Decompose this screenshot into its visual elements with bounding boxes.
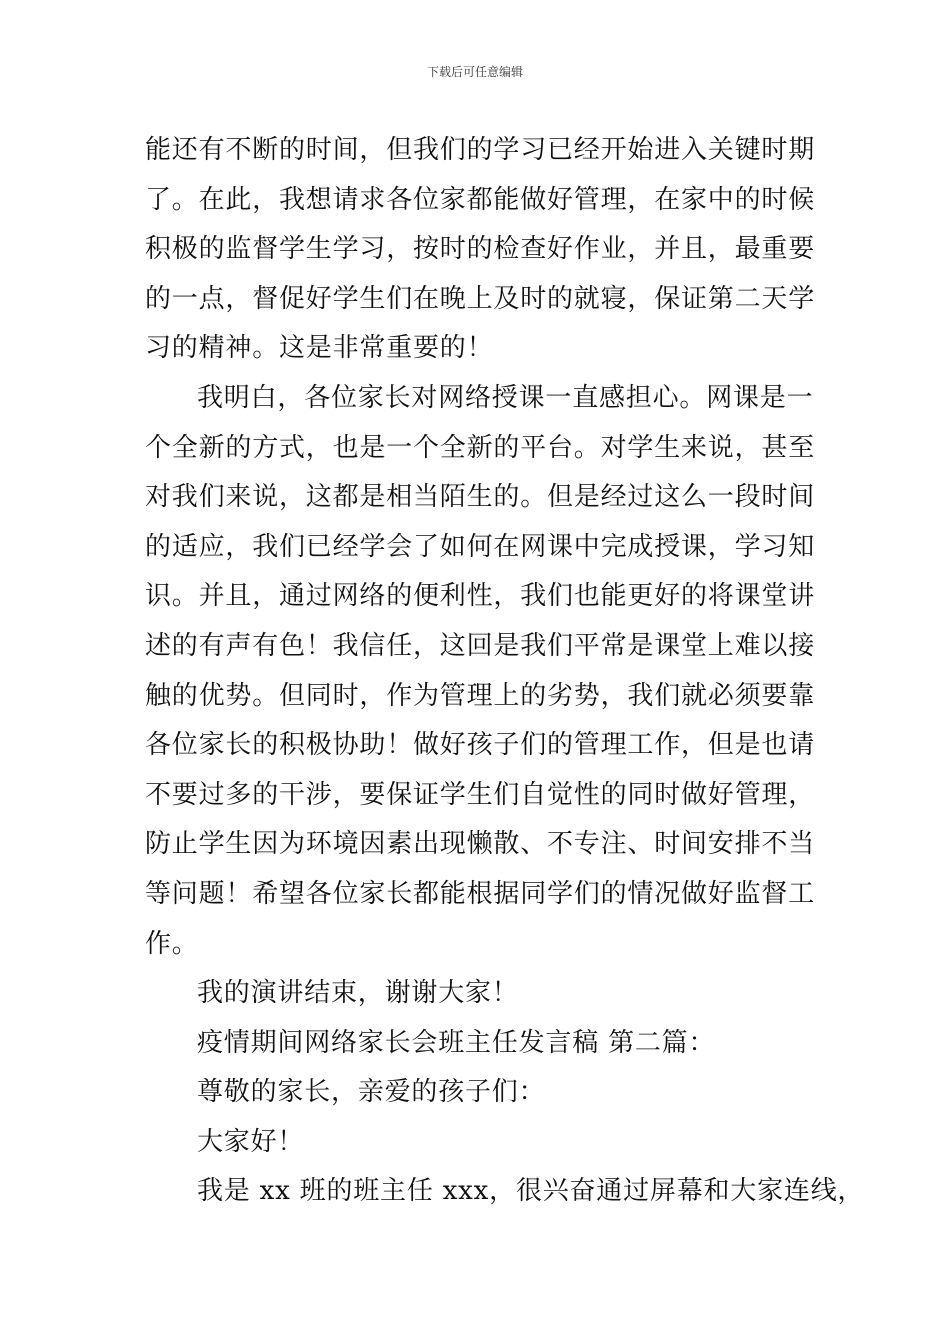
text-line: 等问题！希望各位家长都能根据同学们的情况做好监督工: [145, 878, 816, 909]
text-line: 个全新的方式，也是一个全新的平台。对学生来说，甚至: [145, 432, 816, 463]
text-line: 积极的监督学生学习，按时的检查好作业，并且，最重要: [145, 234, 816, 265]
page-header: 下载后可任意编辑: [426, 65, 523, 79]
text-line: 不要过多的干涉，要保证学生们自觉性的同时做好管理，: [145, 779, 816, 810]
greeting-line: 大家好！: [197, 1126, 305, 1157]
text-line: 作。: [145, 928, 199, 959]
document-body: [145, 126, 865, 1217]
paragraph-start-line: 我是 xx 班的班主任 xxx，很兴奋通过屏幕和大家连线，: [197, 1176, 865, 1207]
text-line: 习的精神。这是非常重要的！: [145, 333, 494, 364]
text-line: 了。在此，我想请求各位家都能做好管理，在家中的时候: [145, 184, 816, 215]
text-line: 识。并且，通过网络的便利性，我们也能更好的将课堂讲: [145, 581, 816, 612]
salutation-line: 尊敬的家长，亲爱的孩子们：: [197, 1077, 546, 1108]
text-line: 防止学生因为环境因素出现懒散、不专注、时间安排不当: [145, 829, 816, 860]
text-line: 各位家长的积极协助！做好孩子们的管理工作，但是也请: [145, 730, 816, 761]
text-line: 能还有不断的时间，但我们的学习已经开始进入关键时期: [145, 135, 816, 165]
text-line: 的适应，我们已经学会了如何在网课中完成授课，学习知: [145, 531, 816, 562]
section-title-line: 疫情期间网络家长会班主任发言稿 第二篇：: [197, 1027, 716, 1058]
text-line: 对我们来说，这都是相当陌生的。但是经过这么一段时间: [145, 482, 816, 513]
text-line: 触的优势。但同时，作为管理上的劣势，我们就必须要靠: [145, 680, 816, 711]
text-line: 述的有声有色！我信任，这回是我们平常是课堂上难以接: [145, 630, 816, 661]
closing-line: 我的演讲结束，谢谢大家！: [197, 978, 519, 1009]
paragraph-start-line: 我明白，各位家长对网络授课一直感担心。网课是一: [197, 382, 814, 413]
text-line: 的一点，督促好学生们在晚上及时的就寝，保证第二天学: [145, 283, 816, 314]
